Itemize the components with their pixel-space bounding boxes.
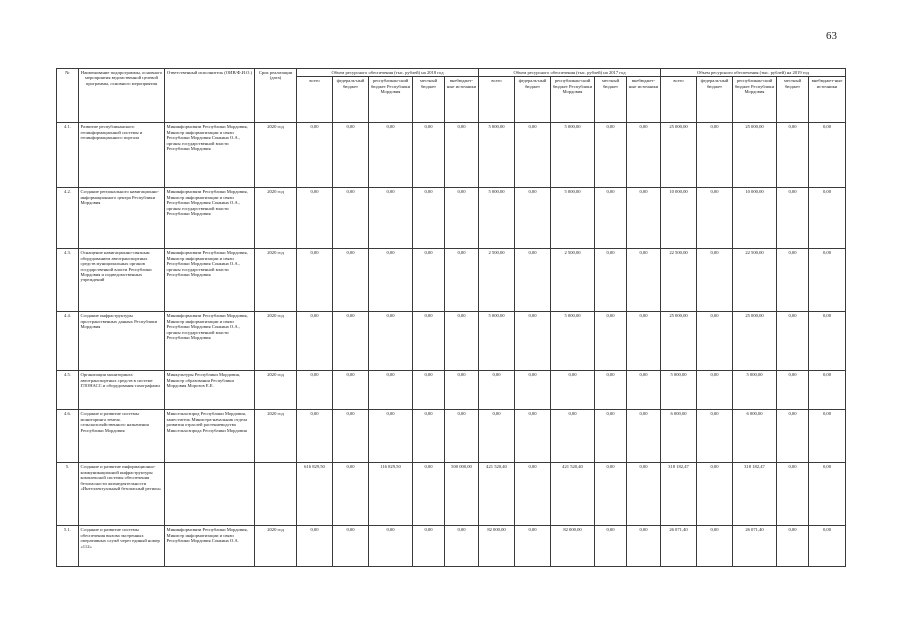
value-cell: 0,00 bbox=[297, 249, 333, 312]
value-cell: 0,00 bbox=[479, 410, 515, 463]
table-row bbox=[57, 249, 846, 312]
value-cell: 0,00 bbox=[777, 410, 809, 463]
header-extrabudget: внебюджет-ные источники bbox=[627, 77, 661, 123]
value-cell: 0,00 bbox=[595, 410, 627, 463]
value-cell: 0,00 bbox=[515, 410, 551, 463]
row-deadline: 2020 год bbox=[255, 123, 297, 188]
value-cell: 2 500,00 bbox=[551, 249, 595, 312]
value-cell: 0,00 bbox=[333, 410, 369, 463]
header-republican: республикан-ский бюджет Республики Мордовия bbox=[551, 77, 595, 123]
value-cell: 0,00 bbox=[809, 188, 846, 249]
table-row bbox=[57, 526, 846, 567]
value-cell: 2 500,00 bbox=[479, 249, 515, 312]
header-total: всего bbox=[661, 77, 697, 123]
value-cell: 0,00 bbox=[595, 249, 627, 312]
value-cell: 0,00 bbox=[809, 249, 846, 312]
value-cell: 0,00 bbox=[297, 410, 333, 463]
value-cell: 0,00 bbox=[413, 526, 445, 567]
value-cell: 0,00 bbox=[445, 123, 479, 188]
value-cell: 318 182,47 bbox=[733, 463, 777, 526]
row-number: 4.5. bbox=[57, 371, 79, 410]
value-cell: 0,00 bbox=[333, 463, 369, 526]
value-cell: 0,00 bbox=[369, 123, 413, 188]
row-responsible: Мининформсвязи Республики Мордовия, Министр информатизации и связи Республики Мордовия Сонкина О.А. bbox=[165, 526, 255, 567]
value-cell: 0,00 bbox=[777, 526, 809, 567]
value-cell: 5 000,00 bbox=[661, 371, 697, 410]
value-cell: 0,00 bbox=[413, 249, 445, 312]
value-cell: 0,00 bbox=[369, 312, 413, 371]
value-cell: 0,00 bbox=[595, 371, 627, 410]
row-number: 5.1. bbox=[57, 526, 79, 567]
row-responsible: Минкультуры Республики Мордовия, Министр образования Республики Мордовия Морозов Е.Е. bbox=[165, 371, 255, 410]
value-cell: 0,00 bbox=[445, 188, 479, 249]
value-cell: 10 000,00 bbox=[733, 188, 777, 249]
value-cell: 0,00 bbox=[595, 463, 627, 526]
value-cell: 0,00 bbox=[809, 371, 846, 410]
row-name: Оснащение навигационно-связным оборудованием автотранспортных средств муниципальных органов государственной власти Республики Мордовия и подведомственных учреждений bbox=[79, 249, 165, 312]
value-cell: 0,00 bbox=[595, 188, 627, 249]
value-cell: 0,00 bbox=[697, 188, 733, 249]
value-cell: 0,00 bbox=[627, 188, 661, 249]
value-cell: 0,00 bbox=[413, 188, 445, 249]
value-cell: 0,00 bbox=[777, 463, 809, 526]
value-cell: 0,00 bbox=[369, 188, 413, 249]
value-cell: 0,00 bbox=[445, 410, 479, 463]
value-cell: 0,00 bbox=[697, 123, 733, 188]
value-cell: 25 000,00 bbox=[733, 312, 777, 371]
row-deadline bbox=[255, 463, 297, 526]
value-cell: 0,00 bbox=[627, 249, 661, 312]
value-cell: 6 000,00 bbox=[661, 410, 697, 463]
row-number: 5. bbox=[57, 463, 79, 526]
value-cell: 0,00 bbox=[627, 371, 661, 410]
value-cell: 0,00 bbox=[809, 410, 846, 463]
value-cell: 0,00 bbox=[777, 371, 809, 410]
header-no: № bbox=[57, 69, 79, 123]
row-name: Создание и развитие системы обеспечения вызова экстренных оперативных служб через единый номер «112» bbox=[79, 526, 165, 567]
value-cell: 0,00 bbox=[369, 526, 413, 567]
row-deadline: 2020 год bbox=[255, 249, 297, 312]
value-cell: 0,00 bbox=[595, 526, 627, 567]
value-cell: 0,00 bbox=[333, 371, 369, 410]
value-cell: 0,00 bbox=[551, 410, 595, 463]
header-extrabudget: внебюджет-ные источники bbox=[445, 77, 479, 123]
header-local: местный бюджет bbox=[413, 77, 445, 123]
value-cell: 0,00 bbox=[297, 312, 333, 371]
value-cell: 0,00 bbox=[515, 249, 551, 312]
header-year-2019: Объем ресурсного обеспечения (тыс. рублей) на 2019 год bbox=[661, 69, 846, 77]
value-cell: 0,00 bbox=[551, 371, 595, 410]
value-cell: 0,00 bbox=[445, 526, 479, 567]
row-responsible: Мининформсвязи Республики Мордовия, Министр информатизации и связи Республики Мордовия Сонкина О.А., органы государственной власти Республики Мордовия bbox=[165, 249, 255, 312]
value-cell: 5 000,00 bbox=[551, 123, 595, 188]
row-name: Создание и развитие системы мониторинга земель сельскохозяйственного назначения Республики Мордовия bbox=[79, 410, 165, 463]
header-year-2018: Объем ресурсного обеспечения (тыс. рублей) на 2018 год bbox=[297, 69, 479, 77]
value-cell: 0,00 bbox=[297, 526, 333, 567]
value-cell: 5 000,00 bbox=[479, 188, 515, 249]
row-deadline: 2020 год bbox=[255, 188, 297, 249]
value-cell: 0,00 bbox=[333, 188, 369, 249]
value-cell: 0,00 bbox=[627, 526, 661, 567]
value-cell: 0,00 bbox=[413, 463, 445, 526]
value-cell: 0,00 bbox=[809, 463, 846, 526]
row-responsible: Мининформсвязи Республики Мордовия, Министр информатизации и связи Республики Мордовия Сонкина О.А., органы государственной власти Республики Мордовия bbox=[165, 312, 255, 371]
value-cell: 0,00 bbox=[515, 188, 551, 249]
header-republican: республикан-ский бюджет Республики Мордовия bbox=[369, 77, 413, 123]
row-name: Создание инфраструктуры пространственных данных Республики Мордовия bbox=[79, 312, 165, 371]
header-local: местный бюджет bbox=[777, 77, 809, 123]
value-cell: 0,00 bbox=[333, 312, 369, 371]
header-federal: федераль-ный бюджет bbox=[697, 77, 733, 123]
value-cell: 0,00 bbox=[627, 463, 661, 526]
value-cell: 0,00 bbox=[627, 312, 661, 371]
value-cell: 0,00 bbox=[515, 371, 551, 410]
header-responsible: Ответственный исполнитель (ОИВ/Ф.И.О.) bbox=[165, 69, 255, 123]
header-deadline: Срок реализации (дата) bbox=[255, 69, 297, 123]
value-cell: 0,00 bbox=[515, 526, 551, 567]
value-cell: 5 000,00 bbox=[551, 188, 595, 249]
value-cell: 421 520,40 bbox=[551, 463, 595, 526]
value-cell: 0,00 bbox=[413, 410, 445, 463]
header-federal: федераль-ный бюджет bbox=[515, 77, 551, 123]
value-cell: 0,00 bbox=[809, 312, 846, 371]
row-deadline: 2020 год bbox=[255, 371, 297, 410]
header-extrabudget: внебюджет-ные источники bbox=[809, 77, 846, 123]
value-cell: 0,00 bbox=[369, 249, 413, 312]
value-cell: 10 000,00 bbox=[661, 188, 697, 249]
row-responsible bbox=[165, 463, 255, 526]
table-row bbox=[57, 410, 846, 463]
row-responsible: Мининформсвязи Республики Мордовия, Министр информатизации и связи Республики Мордовия Сонкина О.А., органы государственной власти Республики Мордовия bbox=[165, 188, 255, 249]
value-cell: 26 071,40 bbox=[661, 526, 697, 567]
row-name: Создание и развитие информационно-коммуникационной инфраструктуры комплексной системы обеспечения безопасности жизнедеятельности «Интеллектуальный безопасный регион» bbox=[79, 463, 165, 526]
row-name: Создание регионального навигационно-информационного центра Республики Мордовия bbox=[79, 188, 165, 249]
header-year-2017: Объем ресурсного обеспечения (тыс. рублей) на 2017 год bbox=[479, 69, 661, 77]
header-republican: республикан-ский бюджет Республики Мордовия bbox=[733, 77, 777, 123]
value-cell: 500 000,00 bbox=[445, 463, 479, 526]
value-cell: 0,00 bbox=[445, 312, 479, 371]
row-number: 4.2. bbox=[57, 188, 79, 249]
row-deadline: 2020 год bbox=[255, 410, 297, 463]
value-cell: 616 829,50 bbox=[297, 463, 333, 526]
value-cell: 0,00 bbox=[697, 463, 733, 526]
value-cell: 0,00 bbox=[413, 312, 445, 371]
value-cell: 0,00 bbox=[333, 123, 369, 188]
value-cell: 22 500,00 bbox=[661, 249, 697, 312]
value-cell: 82 000,00 bbox=[551, 526, 595, 567]
value-cell: 25 000,00 bbox=[733, 123, 777, 188]
value-cell: 0,00 bbox=[413, 123, 445, 188]
table-row bbox=[57, 463, 846, 526]
header-total: всего bbox=[479, 77, 515, 123]
page-number: 63 bbox=[826, 30, 837, 42]
budget-table bbox=[56, 68, 846, 567]
row-number: 4.1. bbox=[57, 123, 79, 188]
header-total: всего bbox=[297, 77, 333, 123]
value-cell: 0,00 bbox=[333, 249, 369, 312]
value-cell: 0,00 bbox=[595, 123, 627, 188]
value-cell: 26 071,40 bbox=[733, 526, 777, 567]
value-cell: 0,00 bbox=[445, 371, 479, 410]
row-deadline: 2020 год bbox=[255, 526, 297, 567]
value-cell: 0,00 bbox=[515, 463, 551, 526]
value-cell: 0,00 bbox=[697, 526, 733, 567]
header-local: местный бюджет bbox=[595, 77, 627, 123]
value-cell: 0,00 bbox=[809, 123, 846, 188]
value-cell: 0,00 bbox=[413, 371, 445, 410]
value-cell: 0,00 bbox=[595, 312, 627, 371]
value-cell: 5 000,00 bbox=[551, 312, 595, 371]
value-cell: 6 000,00 bbox=[733, 410, 777, 463]
row-name: Организация мониторинга автотранспортных средств в системе ГЛОНАСС и оборудования тахографами bbox=[79, 371, 165, 410]
value-cell: 0,00 bbox=[297, 123, 333, 188]
value-cell: 0,00 bbox=[369, 410, 413, 463]
value-cell: 0,00 bbox=[369, 371, 413, 410]
row-name: Развитие республиканского геоинформационной системы и геоинформационного портала bbox=[79, 123, 165, 188]
value-cell: 25 000,00 bbox=[661, 123, 697, 188]
row-number: 4.3. bbox=[57, 249, 79, 312]
value-cell: 0,00 bbox=[697, 312, 733, 371]
value-cell: 5 000,00 bbox=[479, 312, 515, 371]
value-cell: 0,00 bbox=[777, 188, 809, 249]
row-number: 4.4. bbox=[57, 312, 79, 371]
value-cell: 0,00 bbox=[445, 249, 479, 312]
table-row bbox=[57, 371, 846, 410]
value-cell: 0,00 bbox=[777, 312, 809, 371]
header-federal: федераль-ный бюджет bbox=[333, 77, 369, 123]
value-cell: 0,00 bbox=[627, 123, 661, 188]
value-cell: 0,00 bbox=[697, 410, 733, 463]
value-cell: 82 000,00 bbox=[479, 526, 515, 567]
table-row bbox=[57, 312, 846, 371]
value-cell: 0,00 bbox=[297, 188, 333, 249]
table-row bbox=[57, 123, 846, 188]
header-name: Наименование подпрограммы, основного мероприятия ведомственной целевой программы, основного мероприятия bbox=[79, 69, 165, 123]
value-cell: 0,00 bbox=[479, 371, 515, 410]
value-cell: 318 182,47 bbox=[661, 463, 697, 526]
row-responsible: Минсельхозпрод Республики Мордовия, заместитель Министра-начальник отдела развития отраслей растениеводства Минсельхозпрода Республики Мордовия bbox=[165, 410, 255, 463]
value-cell: 5 000,00 bbox=[479, 123, 515, 188]
row-responsible: Мининформсвязи Республики Мордовия, Министр информатизации и связи Республики Мордовия Сонкина О.А., органы государственной власти Республики Мордовия bbox=[165, 123, 255, 188]
value-cell: 0,00 bbox=[297, 371, 333, 410]
value-cell: 22 500,00 bbox=[733, 249, 777, 312]
value-cell: 0,00 bbox=[809, 526, 846, 567]
row-number: 4.6. bbox=[57, 410, 79, 463]
value-cell: 25 000,00 bbox=[661, 312, 697, 371]
value-cell: 0,00 bbox=[515, 123, 551, 188]
value-cell: 0,00 bbox=[777, 123, 809, 188]
value-cell: 116 829,50 bbox=[369, 463, 413, 526]
table-row bbox=[57, 188, 846, 249]
value-cell: 0,00 bbox=[777, 249, 809, 312]
value-cell: 5 000,00 bbox=[733, 371, 777, 410]
value-cell: 0,00 bbox=[515, 312, 551, 371]
row-deadline: 2020 год bbox=[255, 312, 297, 371]
value-cell: 0,00 bbox=[697, 249, 733, 312]
value-cell: 0,00 bbox=[697, 371, 733, 410]
value-cell: 0,00 bbox=[333, 526, 369, 567]
value-cell: 0,00 bbox=[627, 410, 661, 463]
value-cell: 421 520,40 bbox=[479, 463, 515, 526]
